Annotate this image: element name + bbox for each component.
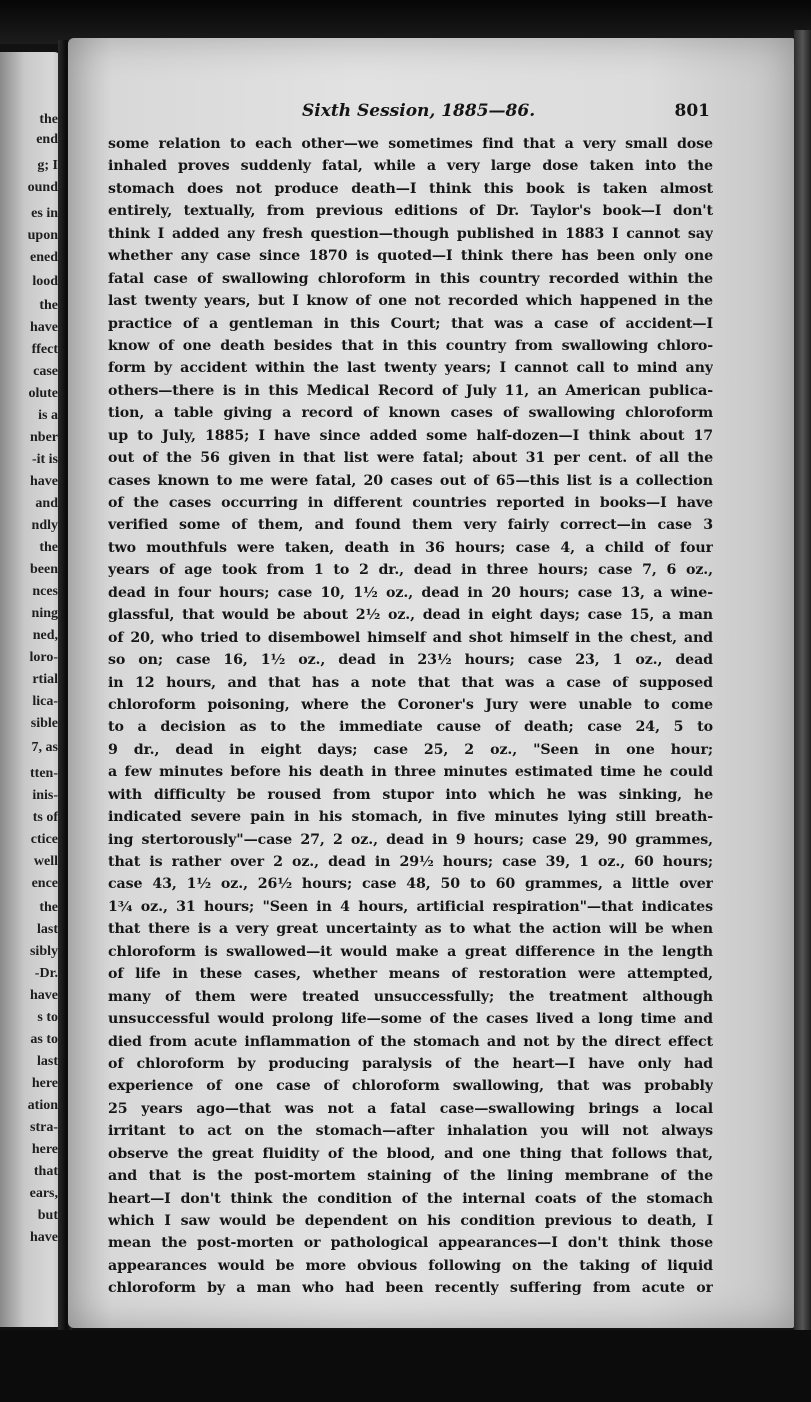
facing-page-fragment: s to xyxy=(37,1010,58,1025)
text-line: observe the great fluidity of the blood, and one thing that follows that, xyxy=(108,1145,713,1162)
facing-page-fragment: last xyxy=(37,922,58,937)
text-line: tion, a table giving a record of known cases of swallowing chloroform xyxy=(108,405,713,422)
facing-page-fragment: have xyxy=(30,988,58,1003)
facing-page-fragment: 7, as xyxy=(31,740,58,755)
facing-page-fragment: have xyxy=(30,1230,58,1245)
text-line: entirely, textually, from previous editions of Dr. Taylor's book—I don't xyxy=(108,203,713,220)
facing-page-fragment: well xyxy=(33,854,58,869)
text-line: that there is a very great uncertainty as to what the action will be when xyxy=(108,921,713,938)
text-line: last twenty years, but I know of one not recorded which happened in the xyxy=(108,293,713,310)
facing-page-fragment: ffect xyxy=(31,342,58,357)
facing-page-fragment: ctice xyxy=(30,832,58,847)
text-line: heart—I don't think the condition of the internal coats of the stomach xyxy=(108,1190,713,1207)
facing-page-fragment: sibly xyxy=(29,944,58,959)
scan-right-border xyxy=(794,30,811,1330)
text-line: and that is the post-mortem staining of the lining membrane of the xyxy=(108,1168,713,1185)
facing-page-fragment: ts of xyxy=(32,810,58,825)
facing-page-fragment: end xyxy=(36,132,58,147)
text-line: experience of one case of chloroform swallowing, that was probably xyxy=(108,1078,713,1095)
facing-page-fragment: ound xyxy=(27,180,58,195)
facing-page-fragment: loro- xyxy=(29,650,58,665)
facing-page-fragment: ning xyxy=(31,606,58,621)
text-line: a few minutes before his death in three minutes estimated time he could xyxy=(108,764,713,781)
text-line: many of them were treated unsuccessfully; the treatment although xyxy=(108,988,713,1005)
facing-page-fragment: ndly xyxy=(31,518,58,533)
text-line: form by accident within the last twenty years; I cannot call to mind any xyxy=(108,360,713,377)
text-line: 1¾ oz., 31 hours; "Seen in 4 hours, artificial respiration"—that indicates xyxy=(108,898,713,915)
text-line: practice of a gentleman in this Court; that was a case of accident—I xyxy=(108,315,713,332)
facing-page-fragment: last xyxy=(37,1054,58,1069)
facing-page-fragment: ears, xyxy=(29,1186,58,1201)
text-line: fatal case of swallowing chloroform in this country recorded within the xyxy=(108,270,713,287)
text-line: some relation to each other—we sometimes find that a very small dose xyxy=(108,136,713,152)
facing-page-fragment: and xyxy=(35,496,58,511)
text-line: chloroform is swallowed—it would make a great difference in the length xyxy=(108,943,713,960)
text-line: out of the 56 given in that list were fatal; about 31 per cent. of all the xyxy=(108,450,713,467)
text-line: unsuccessful would prolong life—some of the cases lived a long time and xyxy=(108,1011,713,1028)
text-line: stomach does not produce death—I think this book is taken almost xyxy=(108,180,713,197)
facing-page-fragment: nces xyxy=(32,584,58,599)
text-line: of 20, who tried to disembowel himself and shot himself in the chest, and xyxy=(108,629,713,646)
facing-page-fragment: tten- xyxy=(30,766,58,781)
text-line: think I added any fresh question—though published in 1883 I cannot say xyxy=(108,225,713,242)
facing-page-fragment: ation xyxy=(27,1098,58,1113)
facing-page-fragment: that xyxy=(33,1164,58,1179)
facing-page-fragment: -Dr. xyxy=(34,966,58,981)
facing-page-fragment: inis- xyxy=(32,788,58,803)
text-line: chloroform poisoning, where the Coroner's Jury were unable to come xyxy=(108,696,713,713)
facing-page-fragment: upon xyxy=(27,228,58,243)
text-line: in 12 hours, and that has a note that that was a case of supposed xyxy=(108,674,713,691)
facing-page-fragment: have xyxy=(30,320,58,335)
facing-page-fragment: the xyxy=(39,298,58,313)
text-line: dead in four hours; case 10, 1½ oz., dead in 20 hours; case 13, a wine- xyxy=(108,584,713,601)
facing-page-fragment: lica- xyxy=(32,694,58,709)
text-line: appearances would be more obvious following on the taking of liquid xyxy=(108,1257,713,1274)
text-line: mean the post-morten or pathological appearances—I don't think those xyxy=(108,1235,713,1252)
facing-page-fragment: nber xyxy=(30,430,58,445)
running-header xyxy=(230,101,710,129)
text-line: whether any case since 1870 is quoted—I think there has been only one xyxy=(108,248,713,265)
facing-page-fragment: g; I xyxy=(37,158,58,173)
facing-page-fragment: but xyxy=(37,1208,58,1223)
text-line: that is rather over 2 oz., dead in 29½ hours; case 39, 1 oz., 60 hours; xyxy=(108,854,713,870)
text-line: to a decision as to the immediate cause of death; case 24, 5 to xyxy=(108,719,713,736)
facing-page-edge xyxy=(0,52,62,1327)
facing-page-fragment: es in xyxy=(31,206,58,221)
facing-page-fragment: here xyxy=(31,1076,58,1091)
text-line: 25 years ago—that was not a fatal case—swallowing brings a local xyxy=(108,1100,713,1117)
facing-page-fragment: ence xyxy=(31,876,58,891)
text-line: inhaled proves suddenly fatal, while a very large dose taken into the xyxy=(108,158,713,175)
text-line: up to July, 1885; I have since added some half-dozen—I think about 17 xyxy=(108,427,713,444)
facing-page-fragment: ened xyxy=(30,250,58,265)
text-line: so on; case 16, 1½ oz., dead in 23½ hours; case 23, 1 oz., dead xyxy=(108,652,713,669)
text-line: years of age took from 1 to 2 dr., dead in three hours; case 7, 6 oz., xyxy=(108,562,713,579)
text-line: glassful, that would be about 2½ oz., dead in eight days; case 15, a man xyxy=(108,607,713,624)
text-line: irritant to act on the stomach—after inhalation you will not always xyxy=(108,1123,713,1140)
scan-bottom-border xyxy=(0,1330,811,1402)
facing-page-fragment: sible xyxy=(30,716,58,731)
facing-page-fragment: ned, xyxy=(32,628,58,643)
facing-page-fragment: have xyxy=(30,474,58,489)
text-line: chloroform by a man who had been recently suffering from acute or xyxy=(108,1280,713,1297)
facing-page-fragment: been xyxy=(30,562,58,577)
facing-page-fragment: lood xyxy=(32,274,58,289)
facing-page-fragment: rtial xyxy=(32,672,58,687)
text-line: with difficulty be roused from stupor into which he was sinking, he xyxy=(108,786,713,803)
facing-page-fragment: as to xyxy=(30,1032,58,1047)
session-title: Sixth Session, 1885—86. xyxy=(302,101,536,121)
facing-page-fragment: stra- xyxy=(30,1120,58,1135)
facing-page-fragment: olute xyxy=(28,386,58,401)
facing-page-fragment: is a xyxy=(38,408,58,423)
testimony-text xyxy=(108,133,713,1300)
text-line: died from acute inflammation of the stomach and not by the direct effect xyxy=(108,1033,713,1050)
facing-page-fragment: the xyxy=(39,112,58,127)
text-line: two mouthfuls were taken, death in 36 hours; case 4, a child of four xyxy=(108,539,713,556)
facing-page-fragment: -it is xyxy=(31,452,58,467)
text-line: others—there is in this Medical Record of July 11, an American publica- xyxy=(108,382,713,399)
text-line: of chloroform by producing paralysis of the heart—I have only had xyxy=(108,1055,713,1072)
text-line: 9 dr., dead in eight days; case 25, 2 oz., "Seen in one hour; xyxy=(108,741,713,758)
text-line: know of one death besides that in this country from swallowing chloro- xyxy=(108,337,713,354)
text-line: case 43, 1½ oz., 26½ hours; case 48, 50 to 60 grammes, a little over xyxy=(108,876,713,893)
facing-page-fragment: here xyxy=(31,1142,58,1157)
facing-page-fragment: case xyxy=(33,364,58,379)
text-line: of life in these cases, whether means of restoration were attempted, xyxy=(108,966,713,983)
facing-page-fragment: the xyxy=(39,900,58,915)
text-line: indicated severe pain in his stomach, in five minutes lying still breath- xyxy=(108,809,713,826)
text-line: which I saw would be dependent on his condition previous to death, I xyxy=(108,1213,713,1229)
page-number: 801 xyxy=(674,101,710,121)
text-line: ing stertorously"—case 27, 2 oz., dead in 9 hours; case 29, 90 grammes, xyxy=(108,831,713,848)
facing-page-fragment: the xyxy=(39,540,58,555)
text-line: of the cases occurring in different countries reported in books—I have xyxy=(108,495,713,511)
text-line: cases known to me were fatal, 20 cases out of 65—this list is a collection xyxy=(108,472,713,489)
text-line: verified some of them, and found them very fairly correct—in case 3 xyxy=(108,517,713,534)
